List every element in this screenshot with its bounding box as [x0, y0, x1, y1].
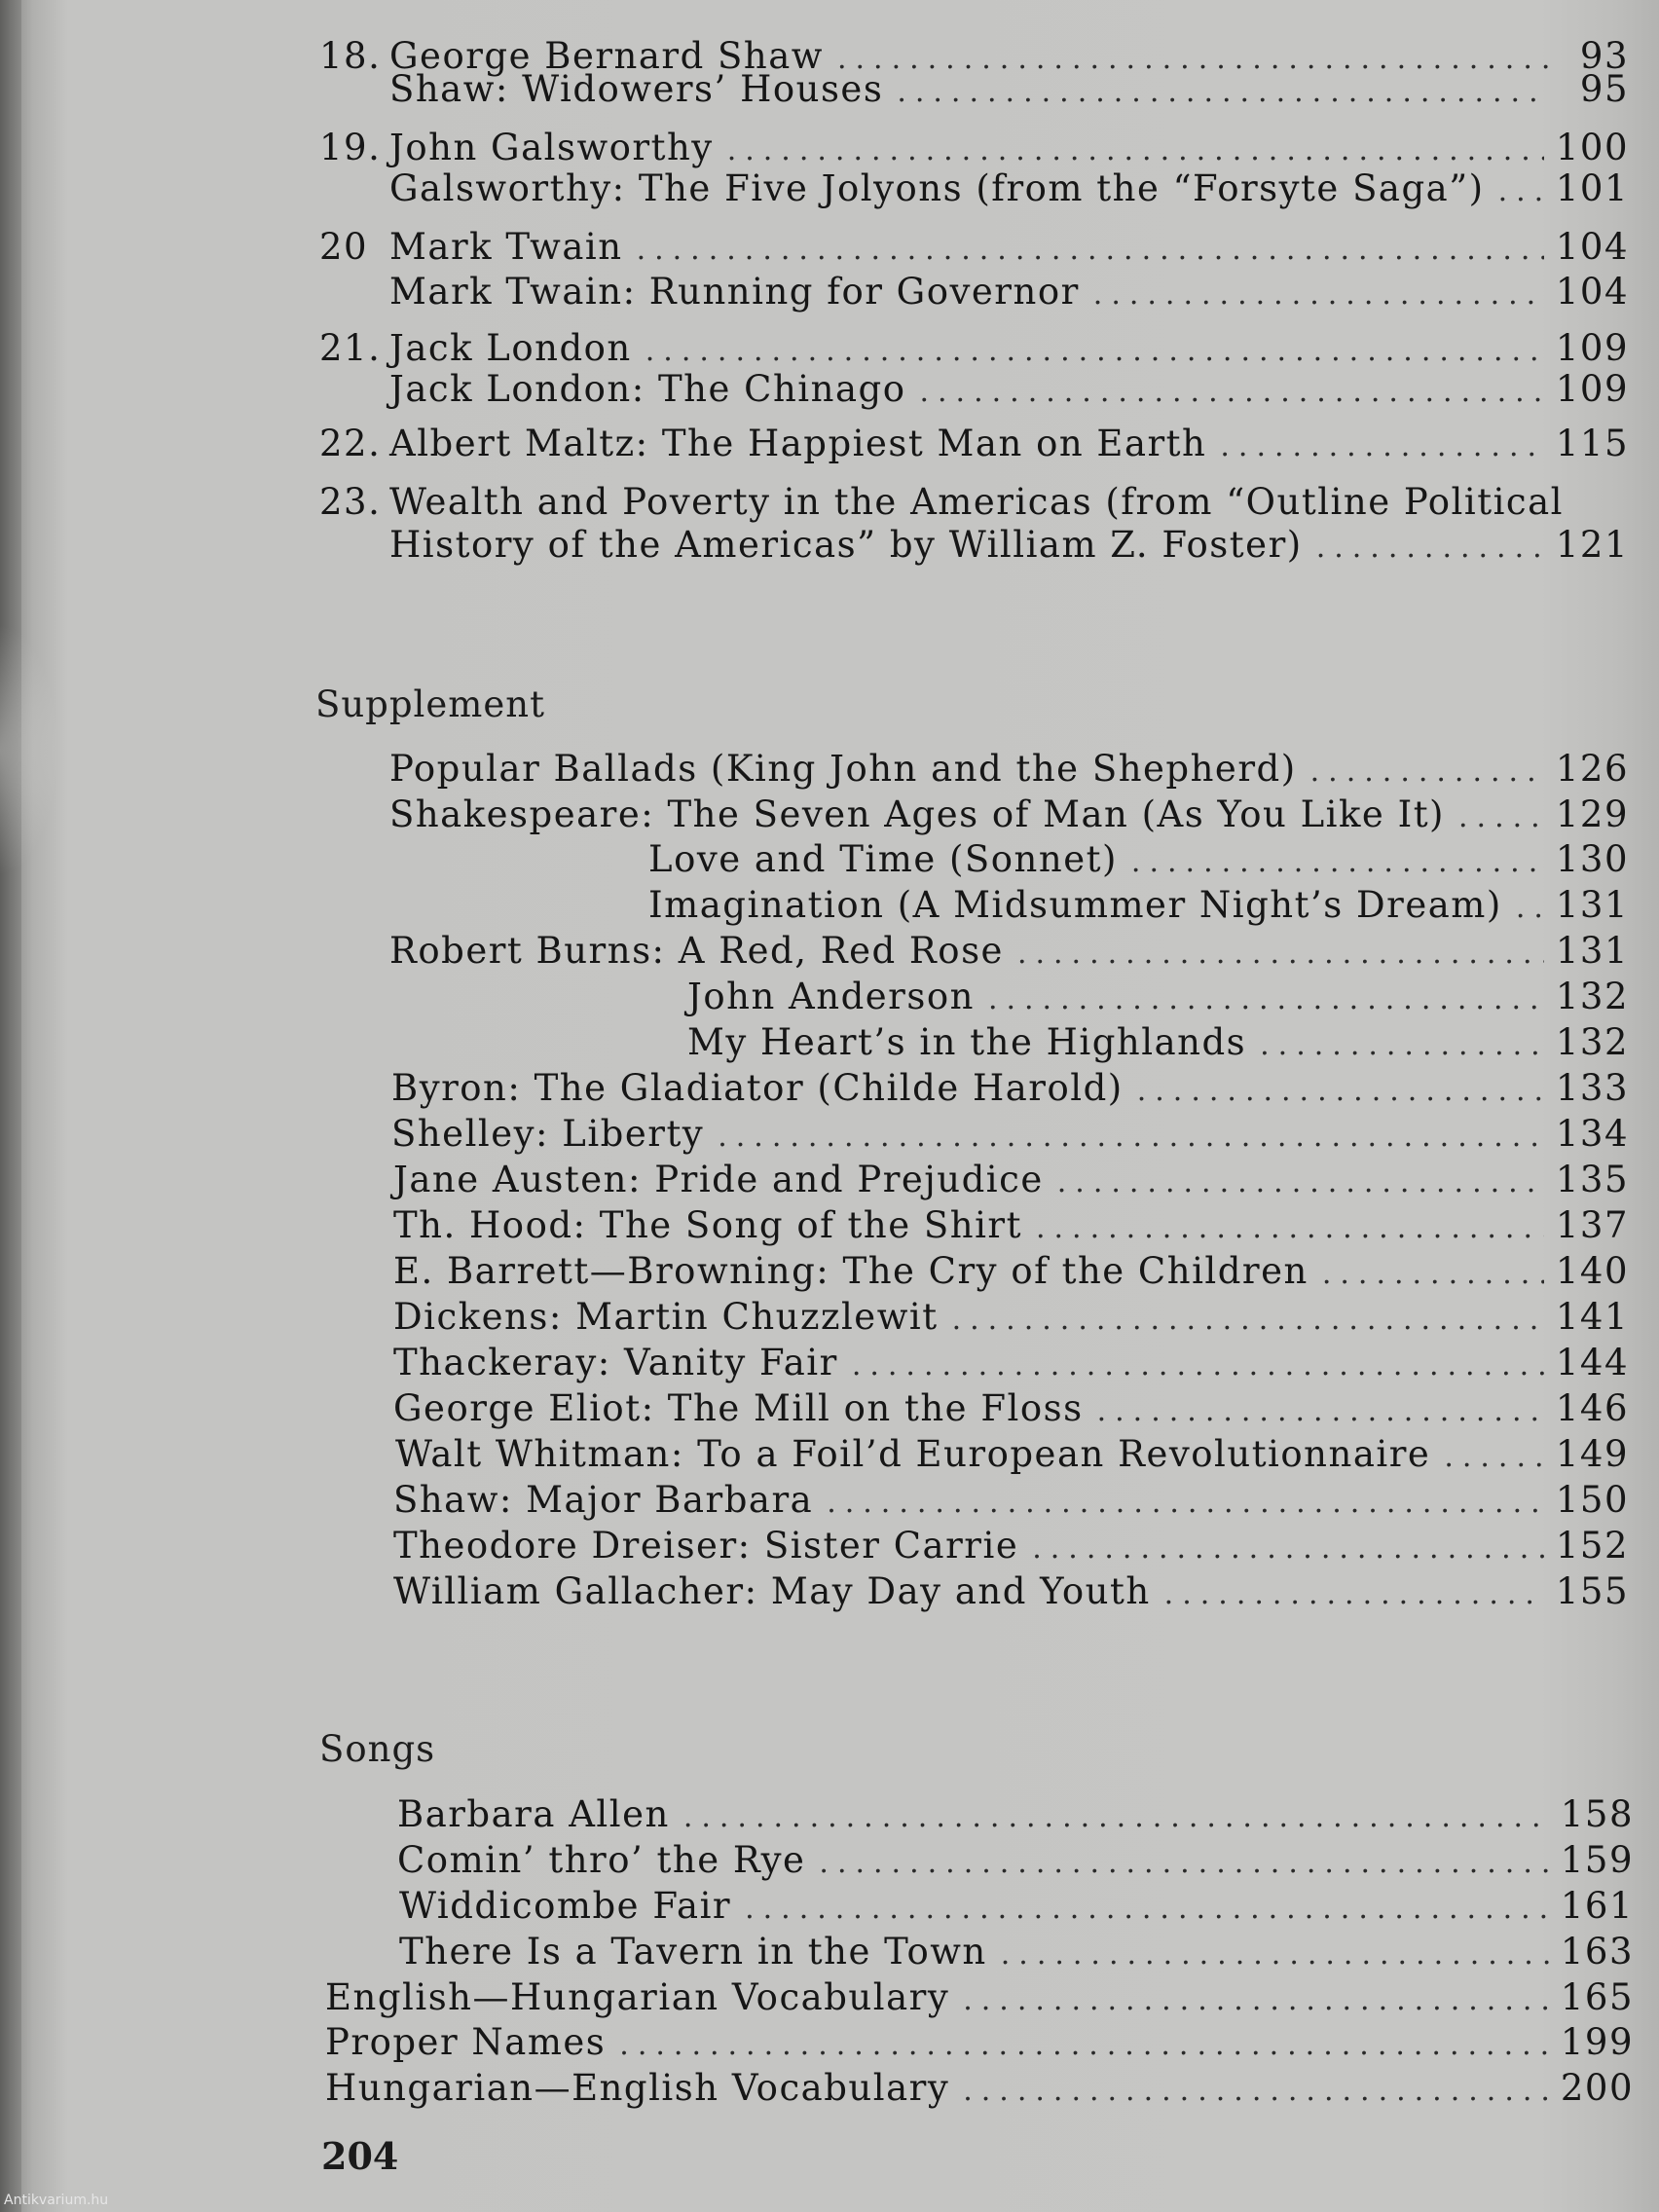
toc-entry — [395, 1433, 1629, 1479]
toc-entry — [393, 1479, 1629, 1525]
entry-title: Shaw: Major Barbara — [393, 1479, 814, 1521]
entry-title: Love and Time (Sonnet) — [648, 838, 1118, 880]
leader-dots — [1017, 933, 1544, 976]
songs-heading: Songs — [319, 1728, 436, 1770]
entry-title: Barbara Allen — [397, 1793, 670, 1835]
leader-dots — [1322, 1253, 1544, 1296]
toc-entry — [391, 1113, 1629, 1159]
toc-entry — [687, 976, 1629, 1021]
entry-title: History of the Americas” by William Z. Foster) — [389, 524, 1303, 566]
entry-page: 100 — [1555, 127, 1629, 168]
entry-title: Mark Twain — [389, 226, 623, 268]
toc-entry — [389, 930, 1629, 976]
leader-dots — [1458, 796, 1544, 839]
leader-dots — [897, 71, 1549, 114]
entry-title: Jack London: The Chinago — [389, 368, 906, 410]
entry-title: Walt Whitman: To a Foil’d European Revolutionnaire — [395, 1433, 1431, 1475]
entry-title: John Anderson — [687, 976, 975, 1017]
entry-title: Hungarian—English Vocabulary — [325, 2067, 950, 2109]
leader-dots — [819, 1842, 1548, 1885]
entry-page: 135 — [1555, 1159, 1629, 1200]
toc-entry — [389, 368, 1629, 414]
entry-title: My Heart’s in the Highlands — [687, 1021, 1247, 1063]
entry-title: Shakespeare: The Seven Ages of Man (As You Like It) — [389, 793, 1445, 835]
entry-title: Theodore Dreiser: Sister Carrie — [393, 1525, 1019, 1567]
leader-dots — [1032, 1528, 1544, 1570]
leader-dots — [645, 330, 1544, 373]
supplement-heading: Supplement — [315, 683, 545, 725]
entry-page: 141 — [1555, 1296, 1629, 1338]
leader-dots — [1093, 274, 1544, 316]
entry-page: 132 — [1555, 1021, 1629, 1063]
entry-title: Shaw: Widowers’ Houses — [389, 68, 884, 110]
leader-dots — [827, 1482, 1544, 1525]
toc-entry — [648, 884, 1629, 930]
entry-number: 18. — [319, 35, 382, 77]
toc-entry — [393, 1250, 1629, 1296]
entry-title: George Bernard Shaw — [389, 35, 824, 77]
leader-dots — [745, 1888, 1549, 1931]
toc-entry — [397, 1793, 1634, 1839]
leader-dots — [852, 1345, 1544, 1387]
entry-page: 137 — [1555, 1204, 1629, 1246]
watermark: Antikvarium.hu — [4, 2193, 109, 2208]
leader-dots — [1137, 1070, 1544, 1113]
entry-page: 115 — [1555, 423, 1629, 464]
entry-page: 158 — [1560, 1793, 1634, 1835]
leader-dots — [988, 978, 1544, 1021]
toc-entry — [389, 167, 1629, 213]
entry-title: Albert Maltz: The Happiest Man on Earth — [389, 423, 1207, 464]
entry-title: John Galsworthy — [389, 127, 714, 168]
entry-page: 152 — [1555, 1525, 1629, 1567]
entry-title: English—Hungarian Vocabulary — [325, 1976, 950, 2018]
toc-entry — [319, 127, 1629, 172]
entry-title: E. Barrett—Browning: The Cry of the Children — [393, 1250, 1309, 1292]
entry-title: Comin’ thro’ the Rye — [397, 1839, 806, 1881]
entry-title: Dickens: Martin Chuzzlewit — [393, 1296, 939, 1338]
entry-page: 150 — [1555, 1479, 1629, 1521]
toc-entry — [325, 1976, 1634, 2022]
entry-page: 200 — [1560, 2067, 1634, 2109]
leader-dots — [1097, 1390, 1544, 1433]
toc-entry — [319, 327, 1629, 373]
toc-entry — [325, 2021, 1634, 2067]
leader-dots — [683, 1796, 1549, 1839]
entry-page: 101 — [1555, 167, 1629, 209]
toc-entry — [389, 271, 1629, 316]
entry-number: 22. — [319, 423, 382, 464]
entry-page: 104 — [1555, 226, 1629, 268]
entry-number: 19. — [319, 127, 382, 168]
leader-dots — [1498, 170, 1544, 213]
entry-page: 144 — [1555, 1342, 1629, 1383]
toc-entry — [393, 1296, 1629, 1342]
entry-page: 95 — [1579, 68, 1629, 110]
entry-title: Galsworthy: The Five Jolyons (from the “Forsyte Saga”) — [389, 167, 1485, 209]
entry-title: Byron: The Gladiator (Childe Harold) — [391, 1067, 1124, 1109]
leader-dots — [637, 229, 1544, 272]
toc-entry — [397, 1839, 1634, 1885]
entry-title: Jane Austen: Pride and Prejudice — [393, 1159, 1044, 1200]
entry-title: Widdicombe Fair — [399, 1885, 732, 1927]
entry-title: Th. Hood: The Song of the Shirt — [393, 1204, 1022, 1246]
toc-entry — [393, 1570, 1629, 1616]
entry-page: 163 — [1560, 1931, 1634, 1972]
toc-entry — [389, 68, 1629, 114]
entry-title: Jack London — [389, 327, 632, 369]
toc-entry — [319, 226, 1629, 272]
leader-dots — [1516, 887, 1544, 930]
entry-page: 132 — [1555, 976, 1629, 1017]
toc-entry — [319, 423, 1629, 468]
entry-page: 130 — [1555, 838, 1629, 880]
entry-title: Thackeray: Vanity Fair — [393, 1342, 838, 1383]
entry-page: 199 — [1560, 2021, 1634, 2063]
leader-dots — [1131, 841, 1544, 884]
toc-entry — [325, 2067, 1634, 2113]
entry-page: 134 — [1555, 1113, 1629, 1155]
leader-dots — [919, 371, 1543, 414]
leader-dots — [963, 2070, 1549, 2113]
leader-dots — [963, 1979, 1549, 2022]
entry-title: Shelley: Liberty — [391, 1113, 705, 1155]
entry-title: There Is a Tavern in the Town — [399, 1931, 987, 1972]
leader-dots — [1316, 527, 1544, 570]
leader-dots — [727, 129, 1544, 172]
leader-dots — [718, 1116, 1544, 1159]
entry-page: 159 — [1560, 1839, 1634, 1881]
leader-dots — [619, 2024, 1549, 2067]
entry-title: Mark Twain: Running for Governor — [389, 271, 1080, 313]
entry-page: 161 — [1560, 1885, 1634, 1927]
toc-entry — [687, 1021, 1629, 1067]
entry-page: 131 — [1555, 930, 1629, 972]
leader-dots — [1310, 751, 1544, 793]
entry-page: 165 — [1560, 1976, 1634, 2018]
toc-entry — [389, 793, 1629, 839]
leader-dots — [1001, 1934, 1549, 1976]
entry-page: 131 — [1555, 884, 1629, 926]
entry-page: 109 — [1555, 368, 1629, 410]
entry-page: 121 — [1555, 524, 1629, 566]
entry-number: 21. — [319, 327, 382, 369]
entry-page: 93 — [1579, 35, 1629, 77]
leader-dots — [952, 1299, 1544, 1342]
entry-page: 155 — [1555, 1570, 1629, 1612]
leader-dots — [1260, 1024, 1544, 1067]
toc-entry — [648, 838, 1629, 884]
entry-title: William Gallacher: May Day and Youth — [393, 1570, 1151, 1612]
entry-title: Proper Names — [325, 2021, 607, 2063]
toc-entry — [393, 1387, 1629, 1433]
toc-entry — [393, 1159, 1629, 1204]
entry-page: 129 — [1555, 793, 1629, 835]
leader-dots — [1164, 1573, 1544, 1616]
toc-entry — [399, 1931, 1634, 1976]
leader-dots — [1444, 1436, 1544, 1479]
toc-entry — [393, 1204, 1629, 1250]
toc-entry — [389, 524, 1629, 570]
toc-entry — [393, 1525, 1629, 1570]
entry-number: 20 — [319, 226, 369, 268]
entry-page: 146 — [1555, 1387, 1629, 1429]
entry-page: 149 — [1555, 1433, 1629, 1475]
leader-dots — [1036, 1207, 1544, 1250]
leader-dots — [1057, 1161, 1544, 1204]
entry-title: George Eliot: The Mill on the Floss — [393, 1387, 1084, 1429]
entry-page: 133 — [1555, 1067, 1629, 1109]
entry-title: Robert Burns: A Red, Red Rose — [389, 930, 1004, 972]
leader-dots — [1220, 425, 1543, 468]
entry-page: 104 — [1555, 271, 1629, 313]
toc-entry — [399, 1885, 1634, 1931]
entry-page: 109 — [1555, 327, 1629, 369]
toc-entry — [391, 1067, 1629, 1113]
entry-title: Popular Ballads (King John and the Shepherd) — [389, 748, 1297, 790]
toc-entry — [393, 1342, 1629, 1387]
toc-entry — [319, 481, 1629, 524]
entry-number: 23. — [319, 481, 382, 523]
toc-entry — [389, 748, 1629, 793]
entry-title: Wealth and Poverty in the Americas (from “Outline Political — [389, 481, 1565, 523]
entry-title: Imagination (A Midsummer Night’s Dream) — [648, 884, 1502, 926]
page-number: 204 — [321, 2134, 399, 2178]
entry-page: 126 — [1555, 748, 1629, 790]
entry-page: 140 — [1555, 1250, 1629, 1292]
